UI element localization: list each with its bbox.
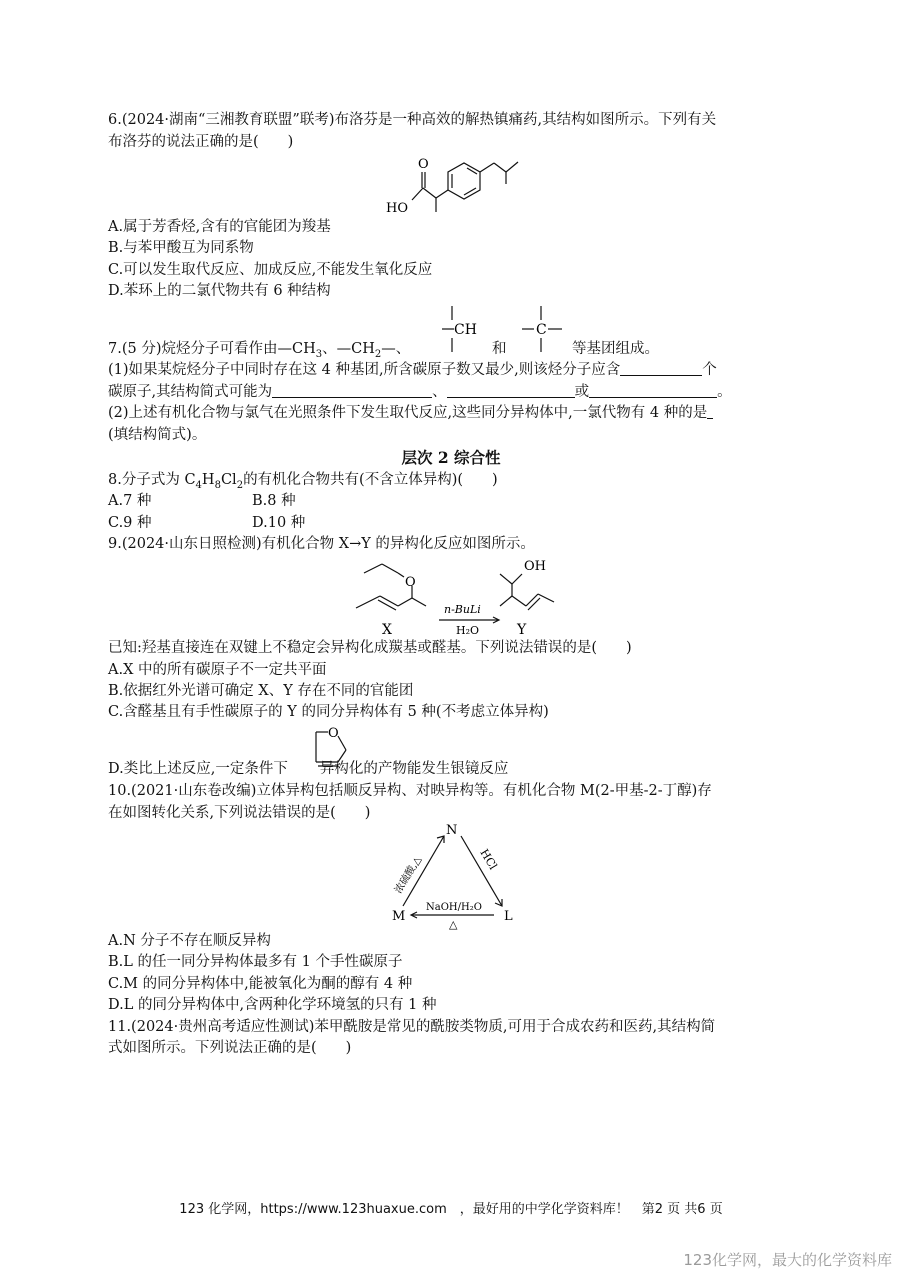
q7-intro-b: 、—CH bbox=[322, 341, 375, 357]
q7-blank-carbon-count[interactable] bbox=[620, 361, 702, 376]
ch-label: CH bbox=[454, 322, 477, 338]
ch-group-structure bbox=[440, 302, 490, 354]
q7-part1-text-a: (1)如果某烷烃分子中同时存在这 4 种基团,所含碳原子数又最少,则该烃分子应含 bbox=[108, 362, 621, 378]
q6-option-b: B.与苯甲酸互为同系物 bbox=[108, 240, 254, 256]
q9-known: 已知:羟基直接连在双键上不稳定会异构化成羰基或醛基。下列说法错误的是( ) bbox=[108, 640, 632, 656]
q10-edge-lm-top: NaOH/H₂O bbox=[426, 902, 482, 913]
q9-option-d-text-a: D.类比上述反应,一定条件下 bbox=[108, 761, 288, 777]
q7-and-label: 和 bbox=[492, 341, 507, 357]
q9-option-a: A.X 中的所有碳原子不一定共平面 bbox=[108, 662, 327, 678]
c-group-structure bbox=[516, 302, 566, 354]
q8-sub2: 2 bbox=[236, 479, 244, 491]
q10-stem-line1: 10.(2021·山东卷改编)立体异构包括顺反异构、对映异构等。有机化合物 M(2-甲基-2-丁醇)存 bbox=[108, 783, 712, 799]
q7-part1-line2 bbox=[108, 382, 732, 402]
q7-part1-text-d: 、 bbox=[432, 384, 447, 400]
watermark-text: 123化学网，最大的化学资料库 bbox=[683, 1251, 892, 1269]
q7-blank-structure-3[interactable] bbox=[589, 383, 717, 398]
q8-option-d: D.10 种 bbox=[252, 515, 306, 531]
q7-intro-c: —、 bbox=[381, 341, 411, 357]
q9-option-b: B.依据红外光谱可确定 X、Y 存在不同的官能团 bbox=[108, 683, 414, 699]
q6-option-d: D.苯环上的二氯代物共有 6 种结构 bbox=[108, 283, 331, 299]
q7-blank-structure-2[interactable] bbox=[447, 383, 575, 398]
q8-stem-a: 8.分子式为 C bbox=[108, 472, 196, 488]
c-label: C bbox=[536, 322, 547, 338]
q7-part1-text-f: 。 bbox=[717, 384, 732, 400]
q10-node-m: M bbox=[392, 909, 406, 924]
q9-y-oh-label: OH bbox=[524, 559, 546, 574]
q10-option-d: D.L 的同分异构体中,含两种化学环境氢的只有 1 种 bbox=[108, 997, 437, 1013]
q7-part1-text-e: 或 bbox=[574, 384, 590, 400]
q8-option-b: B.8 种 bbox=[252, 493, 296, 509]
q8-sub8: 8 bbox=[214, 479, 221, 491]
q9-reagent-top: n-BuLi bbox=[444, 603, 481, 616]
q8-h: H bbox=[201, 472, 215, 488]
q10-option-b: B.L 的任一同分异构体最多有 1 个手性碳原子 bbox=[108, 954, 403, 970]
q6-option-c: C.可以发生取代反应、加成反应,不能发生氧化反应 bbox=[108, 262, 433, 278]
page-footer: 123 化学网，https://www.123huaxue.com ，最好用的中学化学资料库！ 第2 页 共6 页 bbox=[179, 1202, 723, 1217]
q6-option-a: A.属于芳香烃,含有的官能团为羧基 bbox=[108, 219, 331, 235]
q10-stem-line2: 在如图转化关系,下列说法错误的是( ) bbox=[108, 805, 371, 821]
q9-label-x: X bbox=[382, 622, 392, 638]
q8-option-c: C.9 种 bbox=[108, 515, 152, 531]
section-heading: 层次 2 综合性 bbox=[401, 448, 501, 467]
q7-part2-line1 bbox=[108, 403, 713, 423]
q7-intro-sub3: 3 bbox=[315, 348, 323, 360]
q7-intro-tail: 等基团组成。 bbox=[572, 341, 659, 357]
ibuprofen-structure bbox=[380, 148, 530, 220]
q7-part1-text-b: 个 bbox=[702, 362, 717, 378]
q10-option-c: C.M 的同分异构体中,能被氧化为酮的醇有 4 种 bbox=[108, 976, 413, 992]
dihydrofuran-o-label: O bbox=[328, 726, 339, 741]
q9-stem: 9.(2024·山东日照检测)有机化合物 X→Y 的异构化反应如图所示。 bbox=[108, 536, 535, 552]
q9-label-y: Y bbox=[517, 622, 527, 638]
q7-part1-line1 bbox=[108, 360, 717, 380]
q8-cl: Cl bbox=[220, 472, 237, 488]
q8-option-a: A.7 种 bbox=[108, 493, 152, 509]
q10-node-l: L bbox=[504, 909, 513, 924]
q7-part2-line2: (填结构简式)。 bbox=[108, 427, 207, 443]
q10-edge-mn-label: 浓硫酸,△ bbox=[393, 854, 424, 896]
q10-conversion-diagram bbox=[388, 820, 528, 930]
q7-part1-text-c: 碳原子,其结构简式可能为 bbox=[108, 384, 273, 400]
q6-stem-line1: 6.(2024·湖南“三湘教育联盟”联考)布洛芬是一种高效的解热镇痛药,其结构如图所示。下列有关 bbox=[108, 112, 717, 128]
q9-x-o-label: O bbox=[405, 575, 416, 590]
q7-intro-a: 7.(5 分)烷烃分子可看作由—CH bbox=[108, 341, 316, 357]
q7-intro-sub2: 2 bbox=[374, 348, 382, 360]
q7-blank-monochloro[interactable] bbox=[707, 404, 713, 419]
q8-sub4: 4 bbox=[195, 479, 202, 491]
q10-edge-lm-bottom: △ bbox=[449, 918, 458, 930]
q7-blank-structure-1[interactable] bbox=[272, 383, 432, 398]
q9-reagent-bottom: H₂O bbox=[456, 624, 480, 637]
q7-part2-text-a: (2)上述有机化合物与氯气在光照条件下发生取代反应,这些同分异构体中,一氯代物有 4 种的是 bbox=[108, 405, 708, 421]
q9-option-d-text-b: 异构化的产物能发生银镜反应 bbox=[319, 761, 509, 777]
q6-struct-o-label: O bbox=[418, 157, 429, 172]
q11-stem-line1: 11.(2024·贵州高考适应性测试)苯甲酰胺是常见的酰胺类物质,可用于合成农药和医药,其结构简 bbox=[108, 1019, 716, 1035]
q8-stem bbox=[108, 470, 498, 496]
q8-stem-b: 的有机化合物共有(不含立体异构)( ) bbox=[243, 472, 498, 488]
q6-stem-line2: 布洛芬的说法正确的是( ) bbox=[108, 134, 294, 150]
q10-node-n: N bbox=[446, 823, 458, 838]
q11-stem-line2: 式如图所示。下列说法正确的是( ) bbox=[108, 1040, 352, 1056]
q9-option-c: C.含醛基且有手性碳原子的 Y 的同分异构体有 5 种(不考虑立体异构) bbox=[108, 704, 549, 720]
q10-option-a: A.N 分子不存在顺反异构 bbox=[108, 933, 271, 949]
q6-struct-ho-label: HO bbox=[386, 201, 408, 216]
q9-reaction-scheme bbox=[346, 554, 576, 640]
q10-edge-nl-label: HCl bbox=[477, 846, 500, 873]
dihydrofuran-structure bbox=[308, 722, 352, 780]
